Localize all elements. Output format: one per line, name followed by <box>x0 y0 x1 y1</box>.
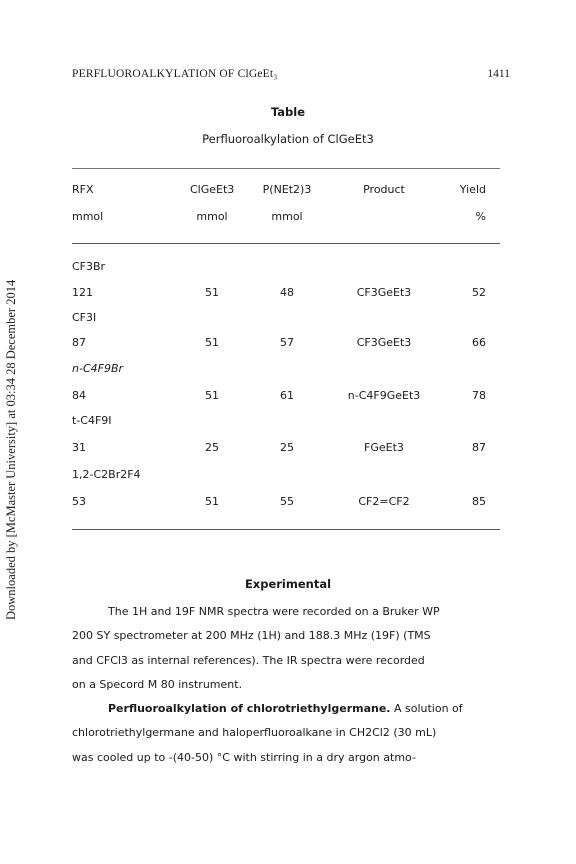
cell-yield: 87 <box>472 441 486 454</box>
reagent-label: n-C4F9Br <box>72 362 124 375</box>
cell-product: FGeEt3 <box>364 441 404 454</box>
header-clgeet3-unit: mmol <box>196 210 228 223</box>
cell-rfx-mmol: 53 <box>72 495 86 508</box>
paragraph-line: was cooled up to -(40-50) °C with stirring in a dry argon atmo- <box>72 750 416 764</box>
running-head: PERFLUOROALKYLATION OF ClGeEt₃ <box>72 68 278 80</box>
procedure-subheading: Perfluoroalkylation of chlorotriethylgermane. <box>108 702 391 716</box>
cell-product: CF3GeEt3 <box>356 286 412 299</box>
cell-pnet2: 55 <box>280 495 294 508</box>
cell-clgeet3: 51 <box>205 389 219 402</box>
table-top-rule <box>72 168 500 169</box>
cell-rfx-mmol: 31 <box>72 441 86 454</box>
cell-yield: 52 <box>472 286 486 299</box>
cell-product: CF3GeEt3 <box>356 336 412 349</box>
reagent-label: 1,2-C2Br2F4 <box>72 468 141 481</box>
header-yield-unit: % <box>475 210 486 223</box>
header-rfx: RFX <box>72 183 94 196</box>
cell-product: CF2=CF2 <box>358 495 410 508</box>
reagent-label: CF3I <box>72 311 97 324</box>
paragraph-text: A solution of <box>393 702 463 716</box>
cell-clgeet3: 51 <box>205 286 219 299</box>
reagent-label: CF3Br <box>72 260 106 273</box>
paragraph-line <box>72 697 512 721</box>
paragraph-line: The 1H and 19F NMR spectra were recorded on a Bruker WP <box>108 605 440 618</box>
cell-clgeet3: 25 <box>205 441 219 454</box>
cell-rfx-mmol: 87 <box>72 336 86 349</box>
cell-product: n-C4F9GeEt3 <box>347 389 421 402</box>
table-label: Table <box>270 105 306 119</box>
cell-pnet2: 61 <box>280 389 294 402</box>
download-watermark: Downloaded by [McMaster University] at 03:34 28 December 2014 <box>4 279 18 620</box>
cell-rfx-mmol: 84 <box>72 389 86 402</box>
header-product: Product <box>363 183 405 196</box>
header-rfx-unit: mmol <box>72 210 104 223</box>
section-heading: Experimental <box>244 577 332 591</box>
experimental-paragraph <box>72 600 512 770</box>
cell-pnet2: 57 <box>280 336 294 349</box>
table-caption: Perfluoroalkylation of ClGeEt3 <box>202 132 374 146</box>
paragraph-line: and CFCl3 as internal references). The IR spectra were recorded <box>72 653 425 667</box>
table-bottom-rule <box>72 529 500 530</box>
cell-yield: 78 <box>472 389 486 402</box>
cell-yield: 66 <box>472 336 486 349</box>
cell-rfx-mmol: 121 <box>72 286 93 299</box>
header-pnet2-unit: mmol <box>271 210 303 223</box>
header-pnet2: P(NEt2)3 <box>262 183 312 196</box>
paragraph-line: 200 SY spectrometer at 200 MHz (1H) and 188.3 MHz (19F) (TMS <box>72 629 431 643</box>
paragraph-line: chlorotriethylgermane and haloperfluoroalkane in CH2Cl2 (30 mL) <box>72 726 437 740</box>
header-clgeet3: ClGeEt3 <box>190 183 235 196</box>
page-number: 1411 <box>487 68 510 80</box>
table-header-rule <box>72 243 500 244</box>
paragraph-line: on a Specord M 80 instrument. <box>72 677 243 691</box>
cell-clgeet3: 51 <box>205 495 219 508</box>
cell-clgeet3: 51 <box>205 336 219 349</box>
cell-pnet2: 48 <box>280 286 294 299</box>
cell-yield: 85 <box>472 495 486 508</box>
header-yield: Yield <box>459 183 486 196</box>
reagent-label: t-C4F9I <box>72 414 112 427</box>
cell-pnet2: 25 <box>280 441 294 454</box>
